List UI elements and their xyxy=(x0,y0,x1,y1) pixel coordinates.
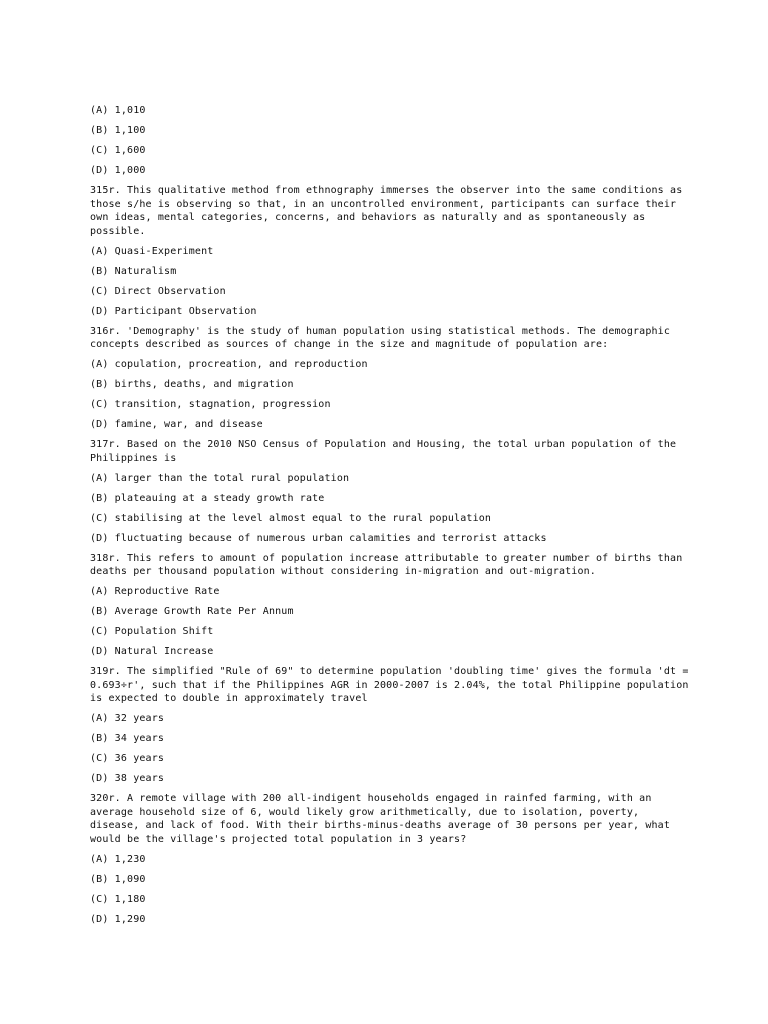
option: (D) Participant Observation xyxy=(90,305,257,317)
option: (B) Naturalism xyxy=(90,265,177,277)
option: (B) 34 years xyxy=(90,733,165,744)
question-line: possible. xyxy=(90,225,146,237)
option: (A) 32 years xyxy=(90,713,165,724)
question-line: would be the village's projected total population in 3 years? xyxy=(90,833,467,845)
question-text xyxy=(90,665,690,706)
question-line: 316r. 'Demography' is the study of human population using statistical methods. The demographic xyxy=(90,325,671,337)
option: (C) stabilising at the level almost equal to the rural population xyxy=(90,512,492,524)
question-text xyxy=(90,184,690,238)
question-text xyxy=(90,552,690,579)
option: (C) 1,180 xyxy=(90,893,146,905)
question-line: 318r. This refers to amount of population increase attributable to greater number of births than xyxy=(90,552,683,564)
option: (A) larger than the total rural population xyxy=(90,472,350,484)
question-text xyxy=(90,438,690,465)
option: (B) 1,100 xyxy=(90,125,146,136)
option: (A) copulation, procreation, and reproduction xyxy=(90,359,368,370)
option: (C) 36 years xyxy=(90,753,165,764)
question-line: 315r. This qualitative method from ethnography immerses the observer into the same conditions as xyxy=(90,185,683,196)
question-line: Philippines is xyxy=(90,452,177,464)
intro-options xyxy=(90,104,690,178)
question-316 xyxy=(90,325,690,432)
option: (D) 38 years xyxy=(90,773,165,784)
question-line: 319r. The simplified "Rule of 69" to determine population 'doubling time' gives the formula 'dt = xyxy=(90,666,689,677)
option: (D) 1,290 xyxy=(90,913,146,925)
question-line: deaths per thousand population without considering in-migration and out-migration. xyxy=(90,566,596,577)
option: (C) Population Shift xyxy=(90,626,214,637)
option: (B) plateauing at a steady growth rate xyxy=(90,492,325,504)
question-315 xyxy=(90,184,690,318)
option: (A) Quasi-Experiment xyxy=(90,245,214,257)
option: (B) Average Growth Rate Per Annum xyxy=(90,606,294,617)
option: (D) 1,000 xyxy=(90,165,146,176)
document-page xyxy=(90,104,690,933)
option: (C) 1,600 xyxy=(90,145,146,156)
option: (A) 1,230 xyxy=(90,853,146,865)
question-317 xyxy=(90,438,690,545)
question-text xyxy=(90,792,690,846)
question-line: average household size of 6, would likely grow arithmetically, due to isolation, poverty, xyxy=(90,806,640,818)
option: (A) 1,010 xyxy=(90,105,146,116)
option: (C) transition, stagnation, progression xyxy=(90,399,331,410)
question-line: 317r. Based on the 2010 NSO Census of Population and Housing, the total urban population of the xyxy=(90,439,677,450)
question-line: 320r. A remote village with 200 all-indigent households engaged in rainfed farming, with an xyxy=(90,793,652,804)
question-line: concepts described as sources of change in the size and magnitude of population are: xyxy=(90,339,609,350)
option: (D) fluctuating because of numerous urban calamities and terrorist attacks xyxy=(90,532,547,544)
question-text xyxy=(90,325,690,352)
option: (D) famine, war, and disease xyxy=(90,419,263,430)
question-319 xyxy=(90,665,690,786)
question-line: 0.693÷r', such that if the Philippines AGR in 2000-2007 is 2.04%, the total Philippine population xyxy=(90,679,689,691)
question-320 xyxy=(90,792,690,926)
question-line: own ideas, mental categories, concerns, and behaviors as naturally and as spontaneously as xyxy=(90,212,646,223)
question-line: those s/he is observing so that, in an uncontrolled environment, participants can surface their xyxy=(90,198,677,210)
question-line: disease, and lack of food. With their births-minus-deaths average of 30 persons per year, what xyxy=(90,820,671,831)
option: (B) births, deaths, and migration xyxy=(90,379,294,390)
option: (C) Direct Observation xyxy=(90,285,226,297)
question-line: is expected to double in approximately travel xyxy=(90,693,368,704)
option: (A) Reproductive Rate xyxy=(90,586,220,597)
question-318 xyxy=(90,552,690,659)
option: (B) 1,090 xyxy=(90,873,146,885)
option: (D) Natural Increase xyxy=(90,646,214,657)
